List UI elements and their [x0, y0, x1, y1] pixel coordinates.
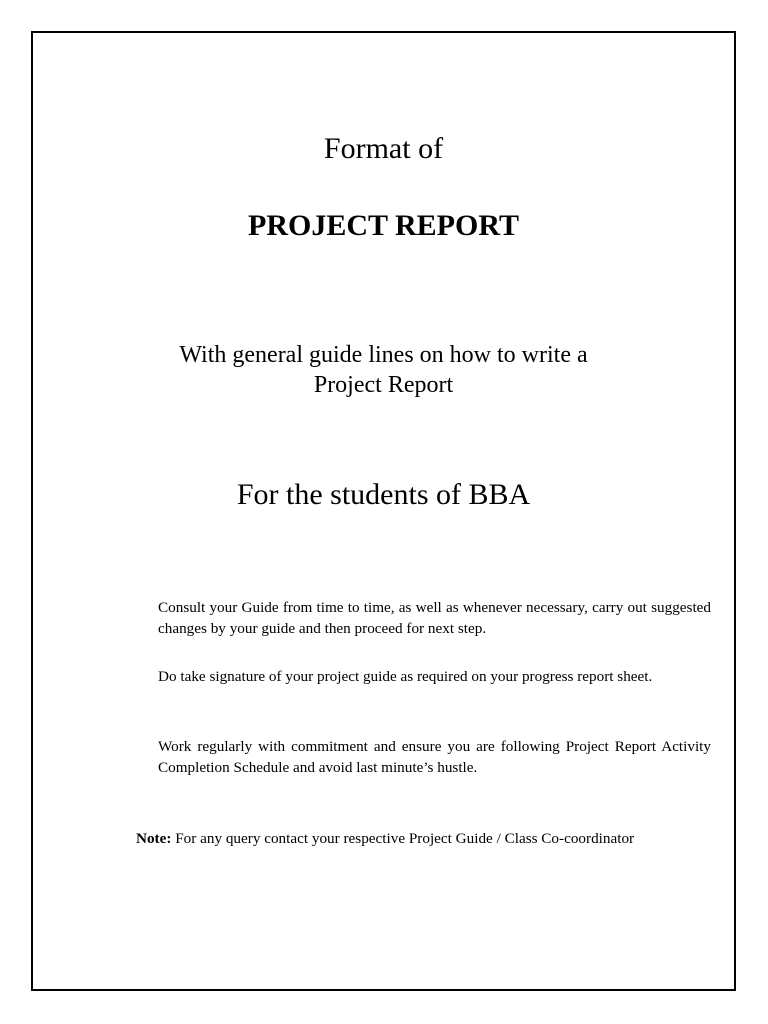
note-text: For any query contact your respective Project Guide / Class Co-coordinator [175, 830, 635, 847]
note-label: Note: [136, 830, 172, 847]
instruction-signature: Do take signature of your project guide as required on your progress report sheet. [158, 668, 653, 685]
instruction-work-regularly: Work regularly with commitment and ensure you are following Project Report Activity Completion Schedule and avoid last minute’s hustle. [158, 738, 711, 776]
audience-heading: For the students of BBA [236, 478, 531, 511]
subtitle-line-2: Project Report [313, 372, 454, 398]
subtitle-line-1: With general guide lines on how to write a [179, 342, 588, 368]
instruction-consult-guide: Consult your Guide from time to time, as well as whenever necessary, carry out suggested changes by your guide and then proceed for next step. [158, 599, 711, 637]
note-paragraph [136, 828, 646, 849]
subtitle [31, 340, 736, 400]
format-heading: Format of [323, 132, 444, 165]
page-title: PROJECT REPORT [248, 209, 519, 242]
